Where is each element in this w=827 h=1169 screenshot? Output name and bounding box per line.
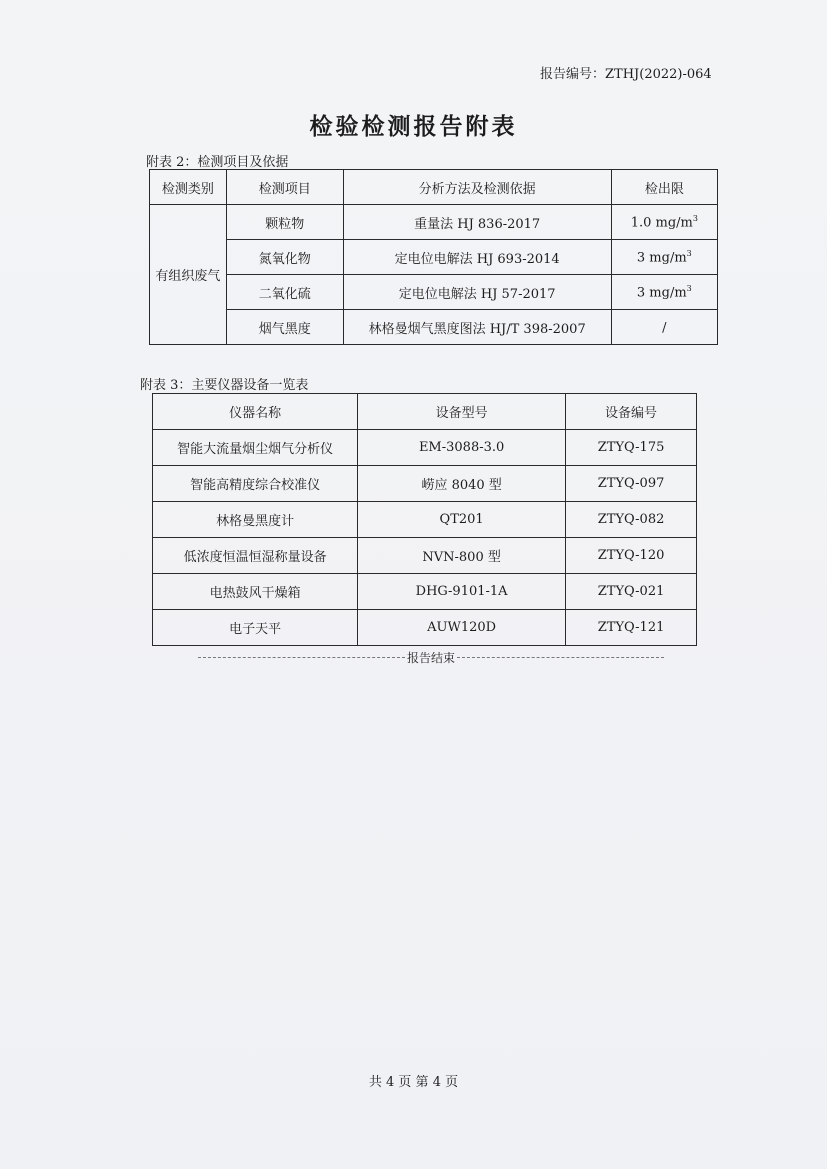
category-cell: 有组织废气: [150, 205, 227, 345]
equipment-name-cell: 电子天平: [153, 610, 358, 646]
equipment-model-cell: NVN-800 型: [358, 538, 566, 574]
page-footer: 共 4 页 第 4 页: [368, 1075, 459, 1090]
table-header-row: [150, 170, 718, 205]
report-end-text: 报告结束: [407, 650, 456, 665]
report-end-marker: [198, 650, 664, 664]
table-row: [153, 538, 697, 574]
page-title: 检验检测报告附表: [309, 113, 518, 140]
limit-value: 3 mg/m: [636, 250, 687, 266]
report-number: 报告编号：ZTHJ(2022)-064: [540, 67, 712, 82]
header-cell: 检测项目: [226, 170, 343, 205]
method-cell: 定电位电解法 HJ 693-2014: [343, 240, 611, 275]
test-items-table: [149, 169, 718, 345]
table-row: [153, 430, 697, 466]
table-row: [153, 574, 697, 610]
equipment-table: [152, 393, 697, 646]
limit-superscript: 3: [686, 283, 692, 293]
table2-caption: 附表 2：检测项目及依据: [146, 155, 289, 170]
header-cell: 检测类别: [150, 170, 227, 205]
equipment-model-cell: 崂应 8040 型: [358, 466, 566, 502]
equipment-name-cell: 智能高精度综合校准仪: [153, 466, 358, 502]
equipment-id-cell: ZTYQ-021: [566, 574, 697, 610]
equipment-id-cell: ZTYQ-175: [566, 430, 697, 466]
table-row: [150, 310, 718, 345]
equipment-id-cell: ZTYQ-120: [566, 538, 697, 574]
limit-value: 3 mg/m: [636, 285, 687, 301]
table-row: [153, 502, 697, 538]
limit-cell: [611, 275, 717, 310]
item-cell: 烟气黑度: [226, 310, 343, 345]
dashed-divider: [198, 657, 405, 658]
header-cell: 设备型号: [358, 394, 566, 430]
equipment-model-cell: AUW120D: [358, 610, 566, 646]
equipment-id-cell: ZTYQ-097: [566, 466, 697, 502]
method-cell: 定电位电解法 HJ 57-2017: [343, 275, 611, 310]
limit-superscript: 3: [692, 213, 698, 223]
limit-superscript: 3: [686, 248, 692, 258]
limit-cell: [611, 240, 717, 275]
table3-caption: 附表 3：主要仪器设备一览表: [140, 378, 309, 393]
table-row: [150, 205, 718, 240]
equipment-id-cell: ZTYQ-121: [566, 610, 697, 646]
equipment-name-cell: 林格曼黑度计: [153, 502, 358, 538]
equipment-name-cell: 智能大流量烟尘烟气分析仪: [153, 430, 358, 466]
equipment-name-cell: 低浓度恒温恒湿称量设备: [153, 538, 358, 574]
item-cell: 颗粒物: [226, 205, 343, 240]
header-cell: 分析方法及检测依据: [343, 170, 611, 205]
item-cell: 二氧化硫: [226, 275, 343, 310]
limit-cell: [611, 310, 717, 345]
equipment-name-cell: 电热鼓风干燥箱: [153, 574, 358, 610]
header-cell: 仪器名称: [153, 394, 358, 430]
table-row: [150, 275, 718, 310]
table-row: [153, 610, 697, 646]
table-row: [153, 466, 697, 502]
dashed-divider: [457, 657, 664, 658]
limit-value: /: [662, 320, 667, 336]
method-cell: 重量法 HJ 836-2017: [343, 205, 611, 240]
equipment-model-cell: EM-3088-3.0: [358, 430, 566, 466]
item-cell: 氮氧化物: [226, 240, 343, 275]
limit-cell: [611, 205, 717, 240]
method-cell: 林格曼烟气黑度图法 HJ/T 398-2007: [343, 310, 611, 345]
equipment-id-cell: ZTYQ-082: [566, 502, 697, 538]
equipment-model-cell: QT201: [358, 502, 566, 538]
equipment-model-cell: DHG-9101-1A: [358, 574, 566, 610]
table-header-row: [153, 394, 697, 430]
header-cell: 检出限: [611, 170, 717, 205]
limit-value: 1.0 mg/m: [630, 215, 693, 231]
header-cell: 设备编号: [566, 394, 697, 430]
table-row: [150, 240, 718, 275]
